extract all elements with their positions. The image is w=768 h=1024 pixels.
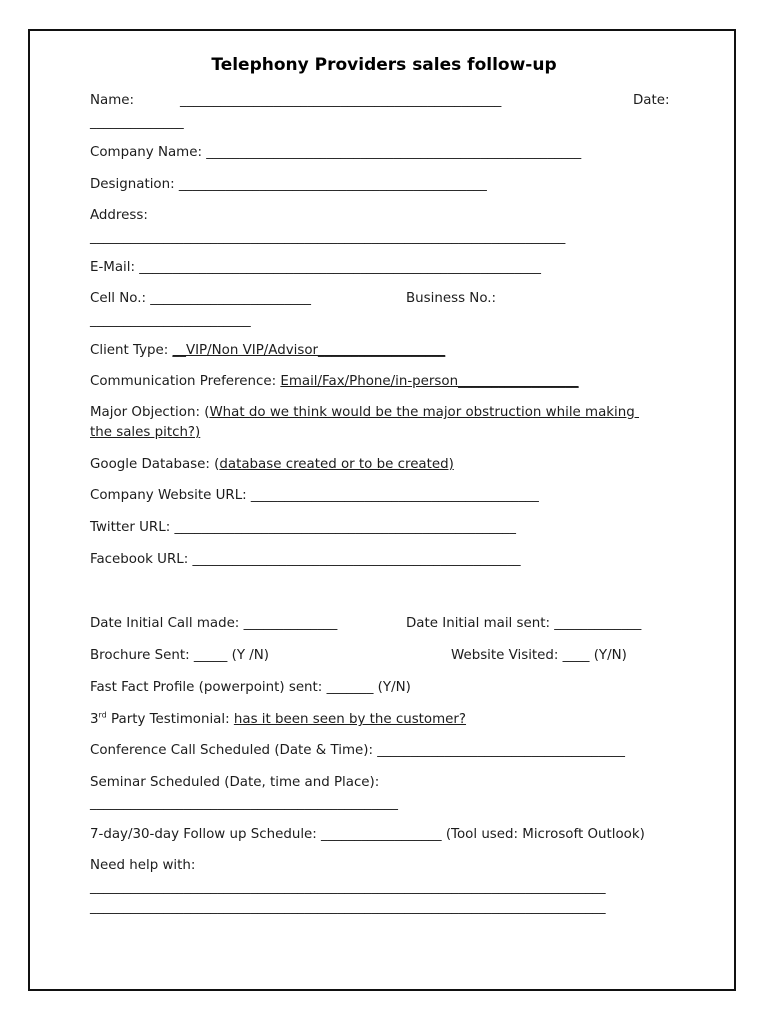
google-database-row xyxy=(90,456,454,474)
company-name-field[interactable]: Company Name: ________________________________________________________ xyxy=(90,145,582,160)
date-label: Date: xyxy=(633,93,670,108)
client-type-label: Client Type: xyxy=(90,343,173,358)
major-objection-row xyxy=(90,404,639,422)
major-objection-value-continued[interactable]: the sales pitch?) xyxy=(90,425,201,440)
communication-preference-label: Communication Preference: xyxy=(90,374,281,389)
major-objection-value[interactable]: What do we think would be the major obstruction while making xyxy=(209,405,640,420)
testimonial-row xyxy=(90,711,466,729)
testimonial-prefix: 3 xyxy=(90,712,99,727)
need-help-field-1[interactable]: _____________________________________________________________________________ xyxy=(90,880,606,895)
testimonial-value[interactable]: has it been seen by the customer? xyxy=(233,712,467,727)
testimonial-superscript: rd xyxy=(98,710,107,720)
need-help-label: Need help with: xyxy=(90,858,196,873)
facebook-url-field[interactable]: Facebook URL: _________________________________________________ xyxy=(90,552,521,567)
date-field[interactable]: ______________ xyxy=(90,115,184,130)
business-number-label: Business No.: xyxy=(406,291,497,306)
client-type-row xyxy=(90,342,445,360)
communication-preference-value[interactable]: Email/Fax/Phone/in-person__________________ xyxy=(280,374,579,389)
name-field[interactable]: ________________________________________________ xyxy=(180,93,502,108)
seminar-label: Seminar Scheduled (Date, time and Place): xyxy=(90,775,380,790)
business-number-field[interactable]: ________________________ xyxy=(90,313,251,328)
address-field[interactable]: _______________________________________________________________________ xyxy=(90,230,566,245)
conference-call-field[interactable]: Conference Call Scheduled (Date & Time): _____________________________________ xyxy=(90,743,625,758)
testimonial-label: Party Testimonial: xyxy=(106,712,234,727)
email-field[interactable]: E-Mail: ____________________________________________________________ xyxy=(90,260,541,275)
website-visited-field[interactable]: Website Visited: ____ (Y/N) xyxy=(451,648,627,663)
follow-up-schedule-field[interactable]: 7-day/30-day Follow up Schedule: __________________ (Tool used: Microsoft Outlook) xyxy=(90,827,645,842)
seminar-field[interactable]: ______________________________________________ xyxy=(90,796,398,811)
communication-preference-row xyxy=(90,373,579,391)
company-website-field[interactable]: Company Website URL: ___________________________________________ xyxy=(90,488,539,503)
name-label: Name: xyxy=(90,93,135,108)
page-border xyxy=(28,29,736,991)
initial-call-field[interactable]: Date Initial Call made: ______________ xyxy=(90,616,338,631)
twitter-url-field[interactable]: Twitter URL: ___________________________________________________ xyxy=(90,520,516,535)
cell-number-field[interactable]: Cell No.: ________________________ xyxy=(90,291,311,306)
major-objection-label: Major Objection: ( xyxy=(90,405,210,420)
fast-fact-profile-field[interactable]: Fast Fact Profile (powerpoint) sent: _______ (Y/N) xyxy=(90,680,411,695)
client-type-value[interactable]: __VIP/Non VIP/Advisor___________________ xyxy=(172,343,446,358)
brochure-sent-field[interactable]: Brochure Sent: _____ (Y /N) xyxy=(90,648,270,663)
form-title: Telephony Providers sales follow-up xyxy=(211,55,557,75)
address-label: Address: xyxy=(90,208,148,223)
google-database-label: Google Database: ( xyxy=(90,457,220,472)
initial-mail-field[interactable]: Date Initial mail sent: _____________ xyxy=(406,616,642,631)
major-objection-row-continued xyxy=(90,424,200,442)
google-database-value[interactable]: database created or to be created) xyxy=(219,457,454,472)
designation-field[interactable]: Designation: ______________________________________________ xyxy=(90,177,487,192)
need-help-field-2[interactable]: _____________________________________________________________________________ xyxy=(90,900,606,915)
